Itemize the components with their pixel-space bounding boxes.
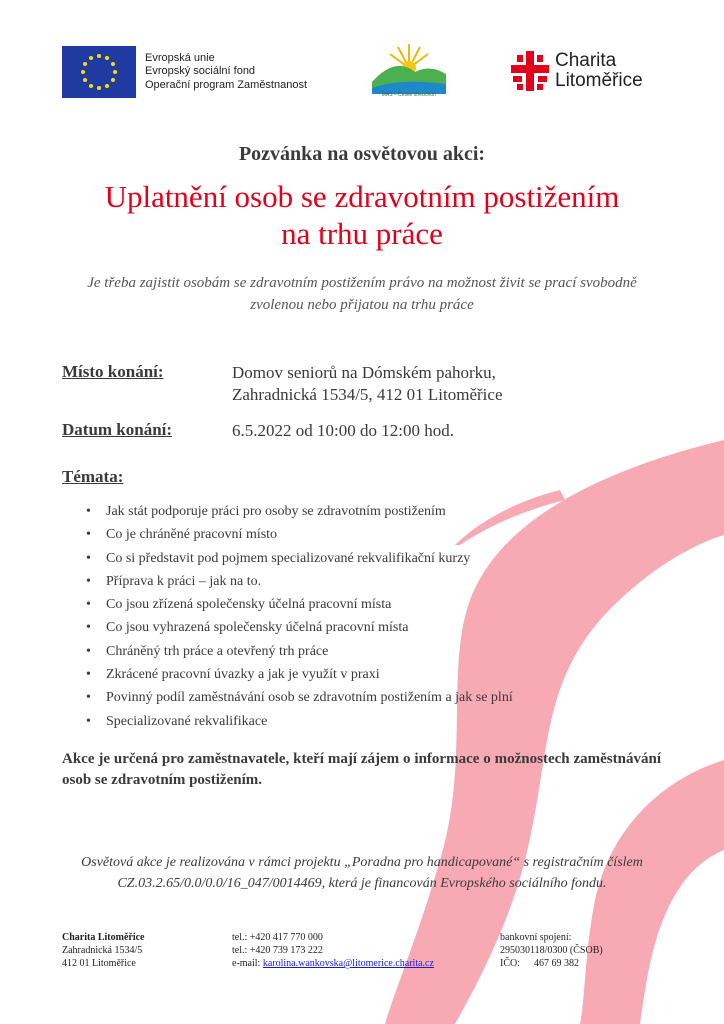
- place-value: [232, 362, 503, 406]
- footer-org-street: Zahradnická 1534/5: [62, 945, 143, 956]
- charita-name-line: Litoměřice: [555, 70, 643, 91]
- topic-item: • Specializované rekvalifikace: [86, 710, 513, 733]
- date-label: Datum konání:: [62, 420, 173, 439]
- mas-logo: [370, 38, 448, 104]
- place-line: Zahradnická 1534/5, 412 01 Litoměřice: [232, 385, 503, 404]
- footer-org-city: 412 01 Litoměřice: [62, 958, 136, 969]
- topic-item: • Chráněný trh práce a otevřený trh práce: [86, 640, 513, 663]
- eu-text-line: Evropská unie: [145, 51, 215, 64]
- footer-org-name: Charita Litoměřice: [62, 932, 145, 943]
- target-audience-notice: Akce je určená pro zaměstnavatele, kteří mají zájem o informace o možnostech zaměstnávání osob se zdravotním postižením.: [62, 751, 661, 788]
- eu-logo: [62, 46, 307, 98]
- intro-line: zvolenou nebo přijatou na trhu práce: [250, 297, 474, 313]
- footer-contacts: [232, 931, 434, 970]
- footer-bank-label: bankovní spojení:: [500, 932, 572, 943]
- eu-flag-icon: [62, 46, 136, 98]
- footer-ico-row: [500, 957, 603, 970]
- intro-line: Je třeba zajistit osobám se zdravotním postižením právo na možnost živit se prací svobodně: [87, 275, 637, 291]
- footer-email-row: [232, 957, 434, 970]
- charita-name-line: Charita: [555, 50, 617, 71]
- topic-item: • Co si představit pod pojmem specializované rekvalifikační kurzy: [86, 547, 513, 570]
- place-label: Místo konání:: [62, 362, 164, 381]
- mas-label: MAS – České středohoří: [381, 92, 437, 98]
- project-line: CZ.03.2.65/0.0/0.0/16_047/0014469, která je financován Evropského sociálního fondu.: [117, 876, 607, 891]
- footer-email-link[interactable]: karolina.wankovska@litomerice.charita.cz: [262, 958, 434, 969]
- footer-ico-label: IČO:: [500, 958, 520, 969]
- event-title-line: na trhu práce: [281, 216, 443, 251]
- date-value: 6.5.2022 od 10:00 do 12:00 hod.: [232, 421, 454, 440]
- topic-item: • Jak stát podporuje práci pro osoby se zdravotním postižením: [86, 500, 513, 523]
- charita-cross-icon: [511, 51, 549, 91]
- invitation-subtitle: Pozvánka na osvětovou akci:: [238, 143, 486, 165]
- footer-bank: [500, 931, 603, 970]
- eu-text-line: Operační program Zaměstnanost: [145, 78, 308, 91]
- place-line: Domov seniorů na Dómském pahorku,: [232, 363, 496, 382]
- footer-email-label: e-mail:: [232, 958, 263, 969]
- footer-address: [62, 931, 144, 970]
- intro-text: [60, 272, 664, 316]
- event-title: [0, 178, 724, 252]
- footer-phone: tel.: +420 739 173 222: [232, 945, 323, 956]
- footer-ico-value: 467 69 382: [534, 958, 579, 969]
- topic-item: • Zkrácené pracovní úvazky a jak je využít v praxi: [86, 663, 513, 686]
- event-title-line: Uplatnění osob se zdravotním postižením: [104, 179, 620, 214]
- footer-bank-account: 295030118/0300 (ČSOB): [500, 945, 603, 956]
- eu-text-line: Evropský sociální fond: [145, 65, 256, 78]
- topic-item: • Co jsou zřízená společensky účelná pracovní místa: [86, 593, 513, 616]
- topic-item: • Povinný podíl zaměstnávání osob se zdravotním postižením a jak se plní: [86, 686, 513, 709]
- project-line: Osvětová akce je realizována v rámci projektu „Poradna pro handicapované“ s registračním číslem: [81, 855, 643, 870]
- topic-item: • Příprava k práci – jak na to.: [86, 570, 513, 593]
- topic-item: • Co je chráněné pracovní místo: [86, 523, 513, 546]
- footer-phone: tel.: +420 417 770 000: [232, 932, 323, 943]
- charita-logo: [511, 51, 643, 91]
- topic-item: • Co jsou vyhrazená společensky účelná pracovní místa: [86, 616, 513, 639]
- project-info: [40, 852, 684, 894]
- topics-heading: Témata:: [62, 467, 124, 486]
- topics-list: [86, 500, 513, 733]
